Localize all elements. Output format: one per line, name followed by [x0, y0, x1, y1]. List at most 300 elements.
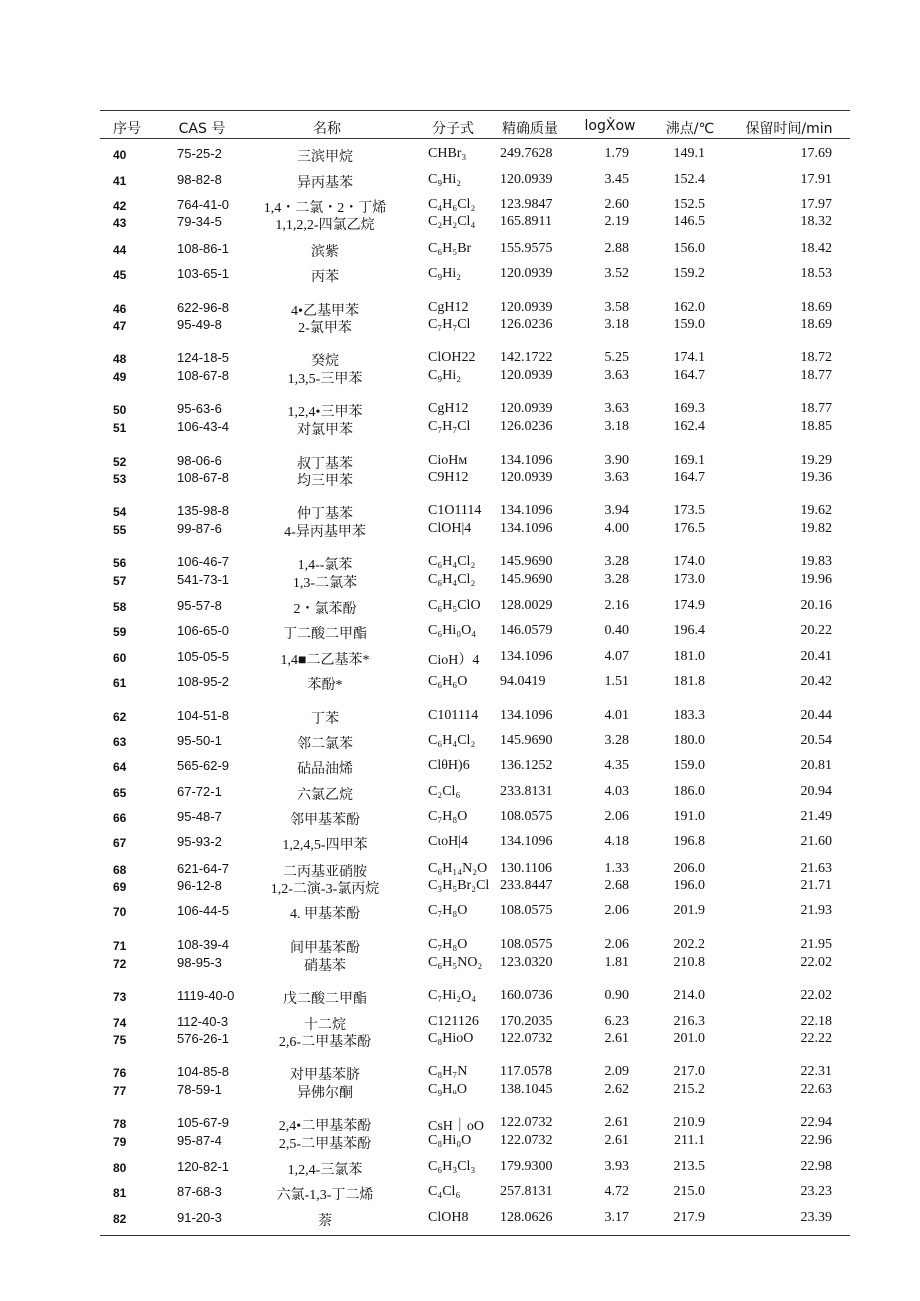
cell-boiling-point: 169.3	[673, 401, 705, 416]
cell-boiling-point: 152.4	[673, 172, 705, 187]
cell-name: 2,6-二甲基苯酚	[278, 1035, 372, 1050]
cell-index: 76	[113, 1066, 127, 1080]
cell-exact-mass: 170.2035	[500, 1014, 553, 1029]
cell-index: 79	[113, 1135, 127, 1149]
cell-retention-time: 17.91	[800, 172, 832, 187]
cell-index: 59	[113, 625, 127, 639]
cell-exact-mass: 123.0320	[500, 955, 553, 970]
cell-formula: C₇H₇Cl	[428, 317, 471, 332]
cell-boiling-point: 174.9	[673, 598, 705, 613]
cell-index: 42	[113, 199, 127, 213]
cell-boiling-point: 152.5	[673, 197, 705, 212]
table-row	[0, 623, 920, 641]
cell-name: 2,5-二甲基苯酚	[278, 1137, 372, 1152]
cell-formula: C₈H₇N	[428, 1064, 468, 1079]
cell-exact-mass: 117.0578	[500, 1064, 552, 1079]
cell-retention-time: 22.63	[800, 1082, 832, 1097]
cell-logkow: 2.06	[604, 903, 629, 918]
cell-formula: CHBr₃	[428, 146, 467, 161]
cell-retention-time: 19.82	[800, 521, 832, 536]
cell-retention-time: 22.94	[800, 1115, 832, 1130]
cell-index: 40	[113, 148, 127, 162]
table-row	[0, 401, 920, 419]
cell-formula: C₄Cl₆	[428, 1184, 461, 1199]
cell-retention-time: 22.22	[800, 1031, 832, 1046]
cell-retention-time: 22.98	[800, 1159, 832, 1174]
cell-name: 邻甲基苯酚	[290, 813, 360, 828]
table-row	[0, 955, 920, 973]
cell-name: 邻二氯苯	[297, 737, 353, 752]
cell-exact-mass: 130.1106	[500, 861, 552, 876]
cell-name: 苯酚*	[307, 678, 343, 693]
cell-boiling-point: 206.0	[673, 861, 705, 876]
cell-exact-mass: 128.0626	[500, 1210, 553, 1225]
table-row	[0, 1133, 920, 1151]
header-retention-time: 保留时间/min	[745, 121, 833, 137]
cell-retention-time: 20.54	[800, 733, 832, 748]
cell-exact-mass: 120.0939	[500, 368, 553, 383]
cell-name: 六氯-1,3-丁二烯	[276, 1188, 374, 1203]
cell-logkow: 3.63	[604, 470, 629, 485]
cell-name: 4-异丙基甲苯	[284, 525, 366, 540]
table-row	[0, 903, 920, 921]
cell-formula: C₂Cl₆	[428, 784, 461, 799]
cell-exact-mass: 179.9300	[500, 1159, 553, 1174]
cell-exact-mass: 160.0736	[500, 988, 553, 1003]
cell-name: 硝基苯	[304, 959, 346, 974]
cell-name: 1,2,4,5-四甲苯	[282, 838, 368, 853]
cell-logkow: 1.51	[604, 674, 629, 689]
cell-logkow: 1.81	[604, 955, 629, 970]
cell-formula: C₈Hi₀O	[428, 1133, 472, 1148]
cell-logkow: 2.06	[604, 937, 629, 952]
table-row	[0, 649, 920, 667]
cell-index: 55	[113, 523, 127, 537]
cell-cas: 108-39-4	[177, 937, 230, 952]
cell-logkow: 0.40	[604, 623, 629, 638]
cell-cas: 79-34-5	[177, 214, 222, 229]
cell-index: 78	[113, 1117, 127, 1131]
cell-boiling-point: 181.0	[673, 649, 705, 664]
cell-formula: C₇H₈O	[428, 937, 468, 952]
cell-name: 1,3,5-三甲苯	[287, 372, 363, 387]
cell-formula: CιoH|4	[428, 834, 469, 849]
cell-index: 71	[113, 939, 127, 953]
cell-boiling-point: 156.0	[673, 241, 705, 256]
cell-cas: 104-51-8	[177, 708, 230, 723]
cell-name: 1,2,4•三甲苯	[287, 405, 363, 420]
cell-formula: C₆H₄Cl₂	[428, 572, 476, 587]
cell-index: 69	[113, 880, 127, 894]
table-row	[0, 521, 920, 539]
cell-retention-time: 17.97	[800, 197, 832, 212]
cell-logkow: 3.28	[604, 572, 629, 587]
cell-cas: 104-85-8	[177, 1064, 230, 1079]
cell-name: 丁二酸二甲酯	[283, 627, 367, 642]
cell-index: 47	[113, 319, 127, 333]
cell-index: 73	[113, 990, 127, 1004]
cell-exact-mass: 145.9690	[500, 554, 553, 569]
cell-logkow: 4.18	[604, 834, 629, 849]
cell-logkow: 2.62	[604, 1082, 629, 1097]
table-row	[0, 861, 920, 879]
cell-name: 1,2-二演-3-氯丙烷	[270, 882, 380, 897]
cell-retention-time: 21.95	[800, 937, 832, 952]
cell-formula: ClOH8	[428, 1210, 469, 1225]
table-row	[0, 317, 920, 335]
cell-name: 癸烷	[311, 354, 339, 369]
cell-retention-time: 19.62	[800, 503, 832, 518]
cell-name: 1,4・二氯・2・丁烯	[263, 201, 387, 216]
cell-retention-time: 18.69	[800, 300, 832, 315]
cell-cas: 108-86-1	[177, 241, 230, 256]
cell-name: 对氯甲苯	[297, 423, 353, 438]
cell-formula: C1O1114	[428, 503, 482, 518]
table-row	[0, 878, 920, 896]
cell-retention-time: 22.18	[800, 1014, 832, 1029]
cell-logkow: 3.45	[604, 172, 629, 187]
cell-retention-time: 20.16	[800, 598, 832, 613]
cell-boiling-point: 202.2	[673, 937, 705, 952]
header-exact-mass: 精确质量	[502, 121, 558, 137]
cell-boiling-point: 173.5	[673, 503, 705, 518]
cell-cas: 576-26-1	[177, 1031, 230, 1046]
cell-boiling-point: 164.7	[673, 368, 705, 383]
cell-boiling-point: 176.5	[673, 521, 705, 536]
table-row	[0, 350, 920, 368]
cell-name: 滨紫	[311, 245, 339, 260]
cell-formula: C9H12	[428, 470, 469, 485]
cell-name: 2,4•二甲基苯酚	[278, 1119, 372, 1134]
cell-index: 54	[113, 505, 127, 519]
cell-retention-time: 18.53	[800, 266, 832, 281]
cell-exact-mass: 155.9575	[500, 241, 553, 256]
cell-boiling-point: 215.0	[673, 1184, 705, 1199]
cell-boiling-point: 159.2	[673, 266, 705, 281]
cell-name: 1,1,2,2-四氯乙烷	[275, 218, 375, 233]
cell-cas: 95-48-7	[177, 809, 222, 824]
cell-formula: C₆Hi₀O₄	[428, 623, 477, 638]
cell-logkow: 2.88	[604, 241, 629, 256]
cell-boiling-point: 211.1	[674, 1133, 705, 1148]
cell-formula: ClθH)6	[428, 758, 470, 773]
cell-exact-mass: 233.8131	[500, 784, 553, 799]
cell-boiling-point: 159.0	[673, 317, 705, 332]
cell-formula: C₉Hi₂	[428, 368, 462, 383]
cell-boiling-point: 174.0	[673, 554, 705, 569]
cell-cas: 764-41-0	[177, 197, 230, 212]
cell-retention-time: 18.77	[800, 401, 832, 416]
cell-cas: 108-67-8	[177, 368, 230, 383]
table-row	[0, 809, 920, 827]
cell-index: 53	[113, 472, 127, 486]
cell-retention-time: 18.72	[800, 350, 832, 365]
cell-cas: 95-50-1	[177, 733, 222, 748]
cell-cas: 95-93-2	[177, 834, 222, 849]
cell-name: 1,3-二氯苯	[292, 576, 358, 591]
cell-retention-time: 18.85	[800, 419, 832, 434]
table-row	[0, 470, 920, 488]
cell-cas: 112-40-3	[177, 1014, 229, 1029]
table-row	[0, 1014, 920, 1032]
cell-boiling-point: 162.0	[673, 300, 705, 315]
table-top-rule	[100, 110, 850, 111]
cell-formula: C₆H₆O	[428, 674, 468, 689]
cell-logkow: 4.72	[604, 1184, 629, 1199]
cell-index: 67	[113, 836, 127, 850]
cell-retention-time: 22.31	[800, 1064, 832, 1079]
cell-cas: 105-67-9	[177, 1115, 230, 1130]
cell-logkow: 3.17	[604, 1210, 629, 1225]
cell-retention-time: 22.96	[800, 1133, 832, 1148]
cell-boiling-point: 196.4	[673, 623, 705, 638]
cell-formula: ClOH|4	[428, 521, 472, 536]
cell-index: 44	[113, 243, 127, 257]
cell-cas: 75-25-2	[177, 146, 222, 161]
cell-index: 64	[113, 760, 127, 774]
cell-exact-mass: 233.8447	[500, 878, 553, 893]
cell-name: 砧品油烯	[297, 762, 353, 777]
cell-retention-time: 20.22	[800, 623, 832, 638]
cell-name: 4. 甲基苯酚	[290, 907, 360, 922]
cell-name: 萘	[318, 1214, 332, 1229]
cell-cas: 78-59-1	[177, 1082, 222, 1097]
cell-name: 丁苯	[311, 712, 339, 727]
cell-index: 80	[113, 1161, 127, 1175]
cell-retention-time: 19.96	[800, 572, 832, 587]
cell-boiling-point: 169.1	[673, 453, 705, 468]
cell-formula: CsH｜oO	[428, 1119, 485, 1134]
cell-name: 仲丁基苯	[297, 507, 353, 522]
cell-cas: 99-87-6	[177, 521, 222, 536]
cell-formula: C101114	[428, 708, 479, 723]
cell-retention-time: 19.29	[800, 453, 832, 468]
cell-exact-mass: 122.0732	[500, 1133, 553, 1148]
cell-name: 1,2,4-三氯苯	[287, 1163, 363, 1178]
table-row	[0, 554, 920, 572]
cell-index: 43	[113, 216, 127, 230]
cell-boiling-point: 146.5	[673, 214, 705, 229]
table-row	[0, 1184, 920, 1202]
cell-cas: 565-62-9	[177, 758, 230, 773]
cell-cas: 1119-40-0	[177, 988, 235, 1003]
cell-exact-mass: 120.0939	[500, 470, 553, 485]
cell-cas: 135-98-8	[177, 503, 230, 518]
cell-boiling-point: 164.7	[673, 470, 705, 485]
cell-retention-time: 21.60	[800, 834, 832, 849]
table-row	[0, 834, 920, 852]
table-row	[0, 1115, 920, 1133]
cell-name: 对甲基苯脐	[290, 1068, 360, 1083]
cell-formula: C₃H₅Br₂Cl	[428, 878, 490, 893]
cell-logkow: 3.28	[604, 554, 629, 569]
cell-cas: 106-44-5	[177, 903, 230, 918]
cell-logkow: 6.23	[604, 1014, 629, 1029]
cell-name: 十二烷	[304, 1018, 346, 1033]
table-row	[0, 758, 920, 776]
cell-formula: CioH）4	[428, 653, 480, 668]
cell-cas: 622-96-8	[177, 300, 230, 315]
cell-name: 二丙基亚硝胺	[283, 865, 367, 880]
cell-logkow: 3.58	[604, 300, 629, 315]
cell-name: 六氯乙烷	[297, 788, 353, 803]
cell-logkow: 3.52	[604, 266, 629, 281]
header-index: 序号	[113, 121, 141, 137]
cell-exact-mass: 108.0575	[500, 937, 553, 952]
cell-exact-mass: 120.0939	[500, 266, 553, 281]
cell-boiling-point: 149.1	[673, 146, 705, 161]
header-formula: 分子式	[432, 121, 474, 137]
table-row	[0, 1159, 920, 1177]
cell-exact-mass: 145.9690	[500, 572, 553, 587]
cell-logkow: 2.61	[604, 1031, 629, 1046]
cell-index: 57	[113, 574, 127, 588]
cell-cas: 621-64-7	[177, 861, 230, 876]
cell-retention-time: 21.49	[800, 809, 832, 824]
cell-cas: 106-46-7	[177, 554, 230, 569]
cell-retention-time: 19.83	[800, 554, 832, 569]
cell-retention-time: 21.71	[800, 878, 832, 893]
cell-logkow: 3.63	[604, 401, 629, 416]
cell-logkow: 2.61	[604, 1115, 629, 1130]
cell-cas: 95-63-6	[177, 401, 222, 416]
cell-exact-mass: 145.9690	[500, 733, 553, 748]
cell-cas: 103-65-1	[177, 266, 230, 281]
cell-cas: 95-87-4	[177, 1133, 222, 1148]
cell-formula: C₆H₅Br	[428, 241, 472, 256]
cell-logkow: 2.68	[604, 878, 629, 893]
cell-index: 46	[113, 302, 127, 316]
table-header-rule	[100, 138, 850, 139]
cell-cas: 95-49-8	[177, 317, 222, 332]
cell-retention-time: 20.44	[800, 708, 832, 723]
cell-name: 均三甲苯	[297, 474, 353, 489]
cell-name: 叔丁基苯	[297, 457, 353, 472]
cell-retention-time: 20.94	[800, 784, 832, 799]
cell-index: 45	[113, 268, 127, 282]
cell-cas: 98-06-6	[177, 453, 222, 468]
cell-exact-mass: 249.7628	[500, 146, 553, 161]
cell-exact-mass: 134.1096	[500, 834, 553, 849]
cell-logkow: 3.18	[604, 317, 629, 332]
cell-exact-mass: 122.0732	[500, 1115, 553, 1130]
cell-retention-time: 20.81	[800, 758, 832, 773]
cell-exact-mass: 136.1252	[500, 758, 553, 773]
cell-formula: CgH12	[428, 300, 469, 315]
cell-logkow: 3.93	[604, 1159, 629, 1174]
cell-formula: C₇H₈O	[428, 809, 468, 824]
cell-index: 75	[113, 1033, 127, 1047]
cell-formula: ClOH22	[428, 350, 476, 365]
cell-boiling-point: 217.9	[673, 1210, 705, 1225]
cell-retention-time: 21.63	[800, 861, 832, 876]
header-cas: CAS 号	[178, 121, 226, 137]
cell-cas: 106-65-0	[177, 623, 230, 638]
cell-exact-mass: 120.0939	[500, 401, 553, 416]
cell-index: 58	[113, 600, 127, 614]
cell-logkow: 3.63	[604, 368, 629, 383]
cell-boiling-point: 213.5	[673, 1159, 705, 1174]
cell-cas: 108-67-8	[177, 470, 230, 485]
cell-retention-time: 17.69	[800, 146, 832, 161]
cell-formula: C₇H₇Cl	[428, 419, 471, 434]
cell-formula: C₆H₅NO₂	[428, 955, 483, 970]
cell-logkow: 2.60	[604, 197, 629, 212]
cell-index: 49	[113, 370, 127, 384]
table-row	[0, 146, 920, 164]
cell-logkow: 1.79	[604, 146, 629, 161]
cell-formula: C₉HᵤO	[428, 1082, 468, 1097]
cell-formula: C₉Hi₂	[428, 172, 462, 187]
cell-formula: C₇Hi₂O₄	[428, 988, 477, 1003]
table-row	[0, 503, 920, 521]
cell-logkow: 3.94	[604, 503, 629, 518]
cell-name: 三滨甲烷	[297, 150, 353, 165]
cell-cas: 91-20-3	[177, 1210, 222, 1225]
cell-index: 81	[113, 1186, 127, 1200]
table-row	[0, 300, 920, 318]
cell-logkow: 1.33	[604, 861, 629, 876]
cell-formula: C₆H₄Cl₂	[428, 733, 476, 748]
cell-formula: C₄H₆Cl₂	[428, 197, 476, 212]
cell-exact-mass: 134.1096	[500, 521, 553, 536]
table-row	[0, 572, 920, 590]
cell-index: 74	[113, 1016, 127, 1030]
cell-index: 61	[113, 676, 127, 690]
cell-cas: 106-43-4	[177, 419, 230, 434]
cell-exact-mass: 108.0575	[500, 809, 553, 824]
cell-retention-time: 20.41	[800, 649, 832, 664]
cell-retention-time: 23.23	[800, 1184, 832, 1199]
cell-logkow: 2.61	[604, 1133, 629, 1148]
table-row	[0, 197, 920, 215]
cell-retention-time: 19.36	[800, 470, 832, 485]
cell-cas: 96-12-8	[177, 878, 222, 893]
cell-boiling-point: 173.0	[673, 572, 705, 587]
cell-formula: C₉Hi₂	[428, 266, 462, 281]
header-logkow: logX̀ow	[584, 118, 636, 134]
table-row	[0, 598, 920, 616]
cell-cas: 98-95-3	[177, 955, 222, 970]
cell-name: 2・氯苯酚	[293, 602, 357, 617]
cell-index: 60	[113, 651, 127, 665]
cell-name: 1,4■二乙基苯*	[280, 653, 370, 668]
cell-name: 1,4--氯苯	[297, 558, 353, 573]
cell-logkow: 2.09	[604, 1064, 629, 1079]
cell-boiling-point: 210.8	[673, 955, 705, 970]
table-row	[0, 1064, 920, 1082]
header-name: 名称	[313, 121, 341, 137]
cell-logkow: 4.03	[604, 784, 629, 799]
cell-name: 间甲基苯酚	[290, 941, 360, 956]
cell-retention-time: 23.39	[800, 1210, 832, 1225]
cell-boiling-point: 183.3	[673, 708, 705, 723]
table-bottom-rule	[100, 1235, 850, 1236]
cell-logkow: 0.90	[604, 988, 629, 1003]
cell-retention-time: 18.69	[800, 317, 832, 332]
cell-formula: C₆H₄Cl₂	[428, 554, 476, 569]
cell-retention-time: 21.93	[800, 903, 832, 918]
cell-logkow: 2.06	[604, 809, 629, 824]
cell-formula: C₂H₂Cl₄	[428, 214, 476, 229]
cell-logkow: 5.25	[604, 350, 629, 365]
cell-retention-time: 18.32	[800, 214, 832, 229]
cell-name: 4•乙基甲苯	[291, 304, 359, 319]
cell-formula: CioHм	[428, 453, 468, 468]
cell-index: 66	[113, 811, 127, 825]
cell-boiling-point: 201.0	[673, 1031, 705, 1046]
cell-boiling-point: 214.0	[673, 988, 705, 1003]
